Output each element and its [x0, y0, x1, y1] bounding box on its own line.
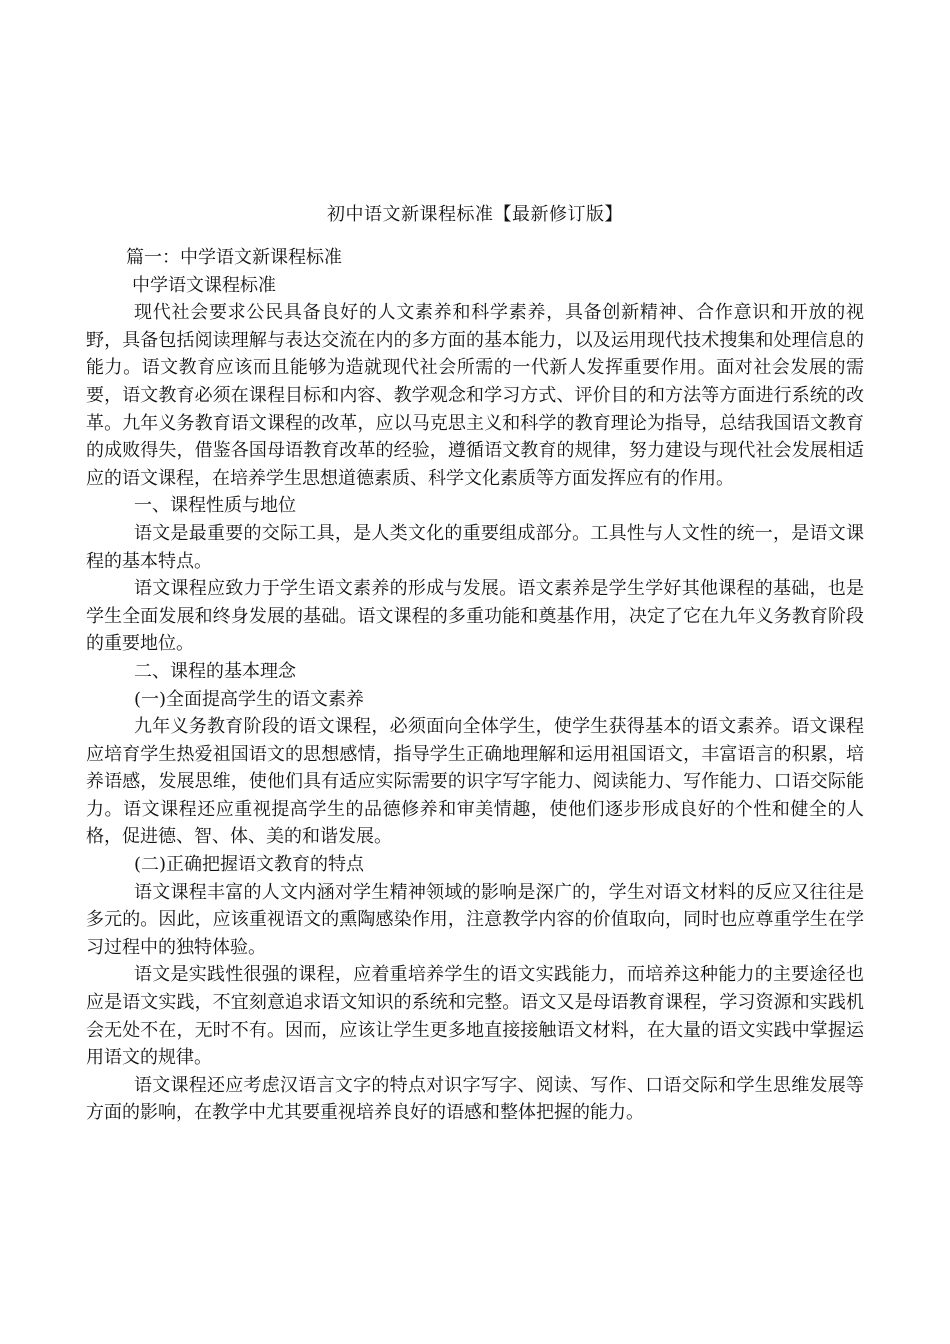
subsection-heading: (一)全面提高学生的语文素养 [134, 688, 365, 710]
paragraph: 语文是实践性很强的课程，应着重培养学生的语文实践能力，而培养这种能力的主要途径也应是语文实践，不宜刻意追求语文知识的系统和完整。语文又是母语教育课程，学习资源和实践机会无处不在，无时不有。因而，应该让学生更多地直接接触语文材料，在大量的语文实践中掌握运用语文的规律。 [86, 964, 864, 1069]
paragraph: 语文是最重要的交际工具，是人类文化的重要组成部分。工具性与人文性的统一，是语文课程的基本特点。 [86, 522, 864, 572]
paragraph: 语文课程应致力于学生语文素养的形成与发展。语文素养是学生学好其他课程的基础，也是学生全面发展和终身发展的基础。语文课程的多重功能和奠基作用，决定了它在九年义务教育阶段的重要地位。 [86, 578, 864, 655]
subsection-heading: (二)正确把握语文教育的特点 [134, 854, 365, 876]
section-heading: 一、课程性质与地位 [134, 495, 296, 517]
paragraph: 语文课程丰富的人文内涵对学生精神领域的影响是深广的，学生对语文材料的反应又往往是多元的。因此，应该重视语文的熏陶感染作用，注意教学内容的价值取向，同时也应尊重学生在学习过程中的独特体验。 [86, 881, 864, 958]
subtitle: 中学语文课程标准 [132, 274, 276, 296]
section-heading: 二、课程的基本理念 [134, 660, 296, 682]
paragraph: 语文课程还应考虑汉语言文字的特点对识字写字、阅读、写作、口语交际和学生思维发展等方面的影响，在教学中尤其要重视培养良好的语感和整体把握的能力。 [86, 1074, 864, 1124]
document-body [86, 244, 864, 1127]
paragraph: 九年义务教育阶段的语文课程，必须面向全体学生，使学生获得基本的语文素养。语文课程应培育学生热爱祖国语文的思想感情，指导学生正确地理解和运用祖国语文，丰富语言的积累，培养语感，发展思维，使他们具有适应实际需要的识字写字能力、阅读能力、写作能力、口语交际能力。语文课程还应重视提高学生的品德修养和审美情趣，使他们逐步形成良好的个性和健全的人格，促进德、智、体、美的和谐发展。 [86, 716, 864, 848]
paragraph: 现代社会要求公民具备良好的人文素养和科学素养，具备创新精神、合作意识和开放的视野，具备包括阅读理解与表达交流在内的多方面的基本能力，以及运用现代技术搜集和处理信息的能力。语文教育应该而且能够为造就现代社会所需的一代新人发挥重要作用。面对社会发展的需要，语文教育必须在课程目标和内容、教学观念和学习方式、评价目的和方法等方面进行系统的改革。九年义务教育语文课程的改革，应以马克思主义和科学的教育理论为指导，总结我国语文教育的成败得失，借鉴各国母语教育改革的经验，遵循语文教育的规律，努力建设与现代社会发展相适应的语文课程，在培养学生思想道德素质、科学文化素质等方面发挥应有的作用。 [86, 302, 864, 489]
document-title: 初中语文新课程标准【最新修订版】 [327, 204, 623, 225]
section-heading: 篇一：中学语文新课程标准 [126, 247, 342, 268]
